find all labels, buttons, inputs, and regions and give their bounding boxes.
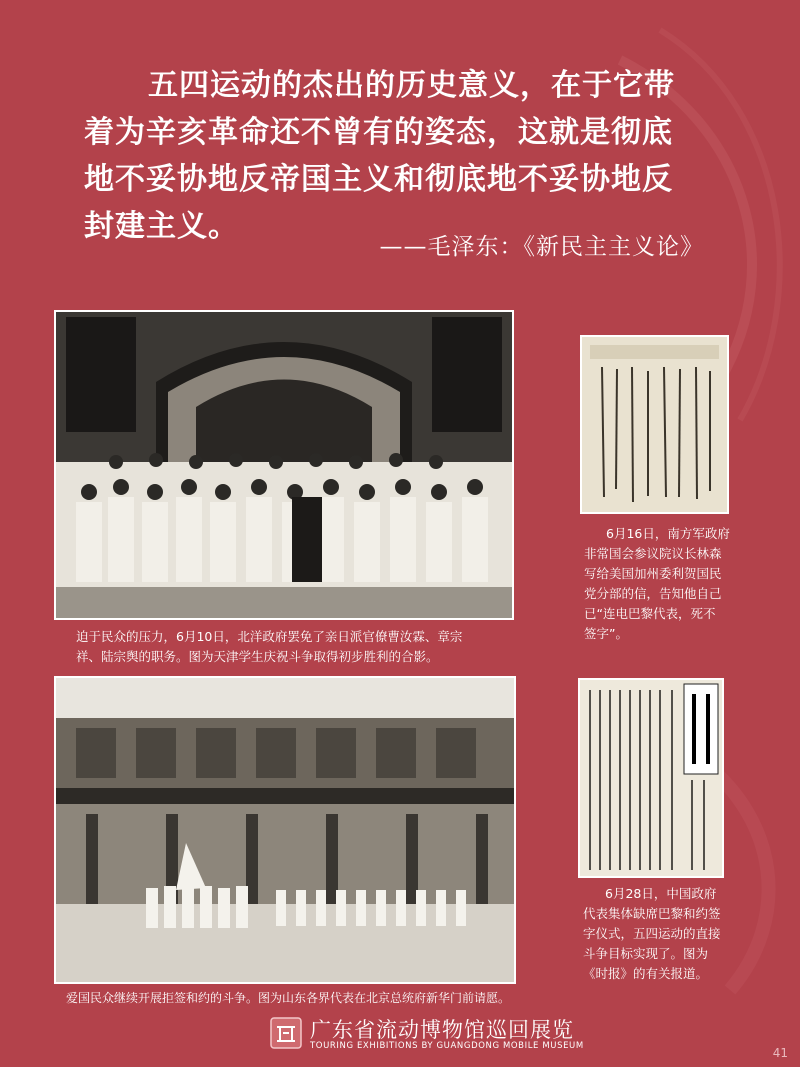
caption-line: 迫于民众的压力，6月10日，北洋政府罢免了亲日派官僚曹汝霖、章宗 — [76, 629, 463, 644]
caption-line: 非常国会参议院议长林森 — [584, 546, 722, 561]
quote-attribution: ——毛泽东：《新民主主义论》 — [379, 234, 704, 260]
caption-line: 党分部的信，告知他自己 — [584, 586, 722, 601]
footer-title: 广东省流动博物馆巡回展览 — [310, 1018, 574, 1042]
shibao-newspaper-clipping — [580, 680, 722, 876]
caption-line: 6月28日，中国政府 — [605, 886, 717, 901]
caption-line: 字仪式，五四运动的直接 — [583, 926, 721, 941]
quote-line: 地不妥协地反帝国主义和彻底地不妥协地反 — [84, 162, 673, 197]
caption-line: 祥、陆宗舆的职务。图为天津学生庆祝斗争取得初步胜利的合影。 — [76, 649, 439, 664]
quote-line: 五四运动的杰出的历史意义，在于它带 — [148, 68, 675, 103]
caption-line: 《时报》的有关报道。 — [583, 966, 709, 981]
page-number: 41 — [772, 1046, 788, 1060]
photo2-caption: 爱国民众继续开展拒签和约的斗争。图为山东各界代表在北京总统府新华门前请愿。 — [66, 991, 511, 1005]
caption-line: 写给美国加州委利贺国民 — [584, 566, 722, 581]
tianjin-students-group-photo — [56, 312, 512, 618]
caption-line: 6月16日，南方军政府 — [606, 526, 730, 541]
footer-subtitle: TOURING EXHIBITIONS BY GUANGDONG MOBILE MUSEUM — [310, 1041, 584, 1051]
quote-line: 封建主义。 — [84, 209, 239, 244]
caption-line: 已“连电巴黎代表，死不 — [584, 606, 716, 621]
caption-line: 斗争目标实现了。图为 — [583, 946, 709, 961]
mao-quote — [84, 62, 744, 250]
quote-line: 着为辛亥革命还不曾有的姿态，这就是彻底 — [84, 115, 673, 150]
caption-line: 签字”。 — [584, 626, 628, 641]
museum-logo-icon — [270, 1017, 302, 1049]
lin-sen-letter-image — [582, 337, 727, 512]
xinhua-gate-petition-photo — [56, 678, 514, 982]
letter-caption — [584, 524, 744, 644]
photo1-caption — [76, 627, 506, 667]
newspaper-caption — [583, 884, 743, 984]
caption-line: 代表集体缺席巴黎和约签 — [583, 906, 721, 921]
